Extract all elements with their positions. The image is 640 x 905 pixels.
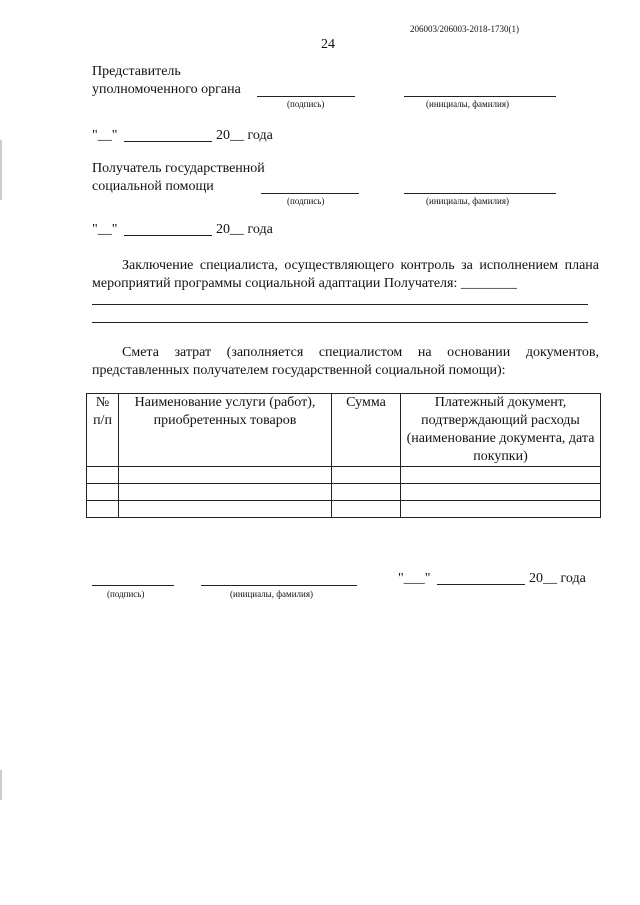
estimate-intro: Смета затрат (заполняется специалистом на основании документов, представленных получателем государственной социальной помощи):: [92, 345, 599, 378]
recipient-label-line2: социальной помощи: [92, 179, 214, 194]
recipient-name-line[interactable]: [404, 193, 556, 194]
table-cell[interactable]: [119, 467, 332, 484]
recipient-signature-caption: (подпись): [287, 196, 325, 206]
date-line-2: "__": [92, 222, 118, 237]
table-cell[interactable]: [332, 467, 401, 484]
table-cell[interactable]: [87, 484, 119, 501]
conclusion-line-2[interactable]: [92, 322, 588, 323]
table-cell[interactable]: [87, 501, 119, 518]
table-cell[interactable]: [401, 467, 601, 484]
col-payment-doc: Платежный документ, подтверждающий расходы (наименование документа, дата покупки): [401, 394, 601, 467]
representative-signature-caption: (подпись): [287, 99, 325, 109]
representative-name-caption: (инициалы, фамилия): [426, 99, 509, 109]
conclusion-line-1[interactable]: [92, 304, 588, 305]
date-year-1: 20__ года: [216, 128, 273, 143]
footer-date-day: "___": [398, 571, 431, 586]
estimate-header-row: [87, 394, 601, 467]
footer-signature-caption: (подпись): [107, 589, 145, 599]
representative-label-line2: уполномоченного органа: [92, 82, 241, 97]
recipient-label-line1: Получатель государственной: [92, 161, 265, 176]
table-row: [87, 467, 601, 484]
date-month-line-1[interactable]: [124, 141, 212, 142]
table-cell[interactable]: [332, 484, 401, 501]
recipient-signature-line[interactable]: [261, 193, 359, 194]
date-month-line-2[interactable]: [124, 235, 212, 236]
estimate-table: [86, 393, 601, 518]
footer-date-year: 20__ года: [529, 571, 586, 586]
footer-signature-line[interactable]: [92, 585, 174, 586]
col-number: № п/п: [87, 394, 119, 467]
table-cell[interactable]: [401, 501, 601, 518]
date-line-1: "__": [92, 128, 118, 143]
representative-label-line1: Представитель: [92, 64, 181, 79]
footer-name-line[interactable]: [201, 585, 357, 586]
date-year-2: 20__ года: [216, 222, 273, 237]
representative-signature-line[interactable]: [257, 96, 355, 97]
conclusion-text: Заключение специалиста, осуществляющего контроль за исполнением плана мероприятий программы социальной адаптации Получателя: ________: [92, 258, 599, 291]
table-cell[interactable]: [87, 467, 119, 484]
scan-edge-mark: [0, 140, 2, 200]
footer-name-caption: (инициалы, фамилия): [230, 589, 313, 599]
table-row: [87, 501, 601, 518]
col-sum: Сумма: [332, 394, 401, 467]
table-cell[interactable]: [119, 501, 332, 518]
table-cell[interactable]: [119, 484, 332, 501]
document-id: 206003/206003-2018-1730(1): [410, 24, 519, 34]
table-cell[interactable]: [401, 484, 601, 501]
page-number: 24: [321, 37, 335, 52]
footer-date-month-line[interactable]: [437, 584, 525, 585]
scan-edge-mark: [0, 770, 2, 800]
table-cell[interactable]: [332, 501, 401, 518]
recipient-name-caption: (инициалы, фамилия): [426, 196, 509, 206]
table-row: [87, 484, 601, 501]
col-service: Наименование услуги (работ), приобретенных товаров: [119, 394, 332, 467]
representative-name-line[interactable]: [404, 96, 556, 97]
